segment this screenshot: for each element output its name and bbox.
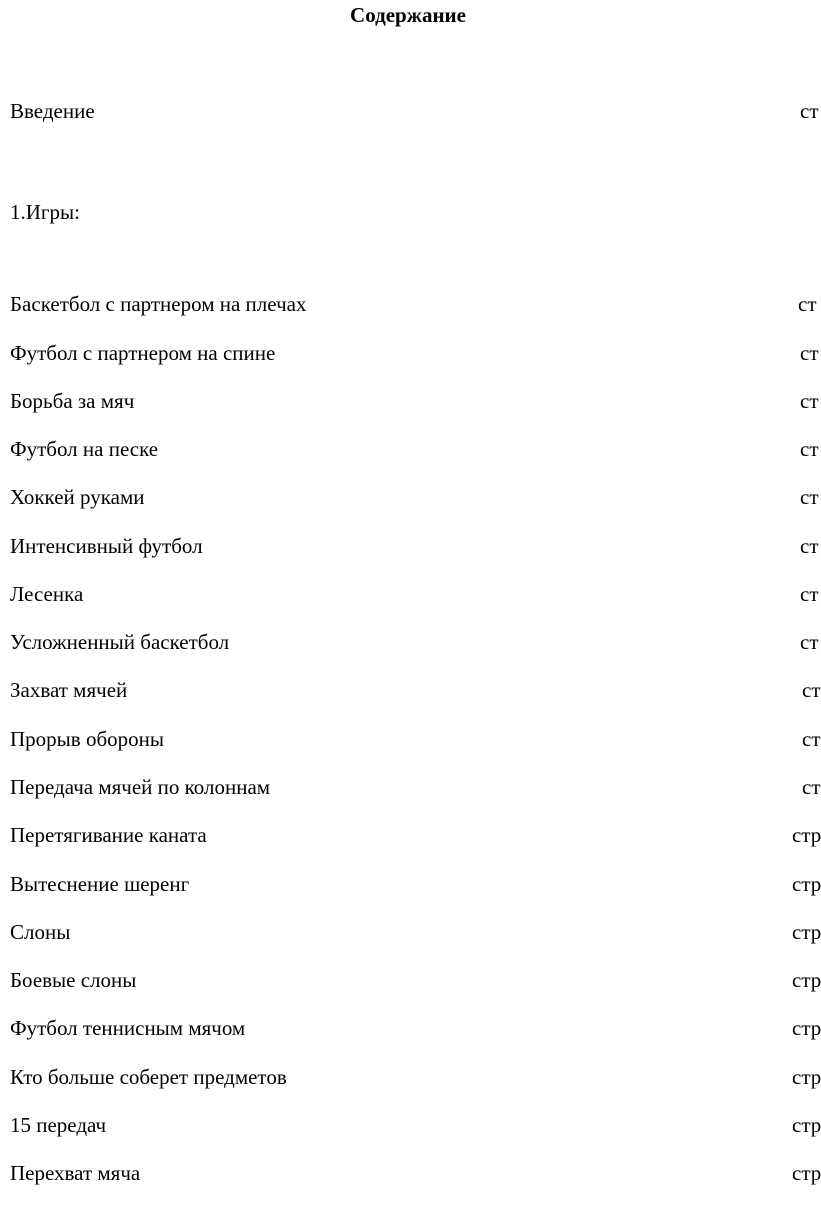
toc-entry-introduction: Введение bbox=[10, 99, 95, 123]
toc-page-label: ст bbox=[802, 727, 821, 751]
toc-page-label: ст bbox=[800, 582, 819, 606]
toc-entry: Баскетбол с партнером на плечах bbox=[10, 292, 307, 316]
toc-entry: 15 передач bbox=[10, 1113, 107, 1137]
toc-entry: Борьба за мяч bbox=[10, 389, 135, 413]
toc-page-label: ст bbox=[798, 292, 817, 316]
toc-page-label: ст bbox=[800, 99, 819, 123]
toc-page-label: ст bbox=[800, 485, 819, 509]
toc-page-label: ст bbox=[800, 389, 819, 413]
toc-entry: Усложненный баскетбол bbox=[10, 630, 230, 654]
toc-entry: Передача мячей по колоннам bbox=[10, 775, 271, 799]
toc-entry: Футбол теннисным мячом bbox=[10, 1016, 246, 1040]
toc-page-label: стр bbox=[792, 1113, 821, 1137]
toc-page-label: ст bbox=[802, 678, 821, 702]
toc-entry: Боевые слоны bbox=[10, 968, 137, 992]
toc-entry: Прорыв обороны bbox=[10, 727, 164, 751]
toc-page-label: стр bbox=[792, 872, 821, 896]
toc-page-label: стр bbox=[792, 1161, 821, 1185]
toc-entry: Перехват мяча bbox=[10, 1161, 141, 1185]
toc-page-label: стр bbox=[792, 920, 821, 944]
toc-entry: Перетягивание каната bbox=[10, 823, 207, 847]
toc-page-label: ст bbox=[802, 775, 821, 799]
toc-entry: Слоны bbox=[10, 920, 71, 944]
toc-entry: Лесенка bbox=[10, 582, 84, 606]
toc-page-label: ст bbox=[800, 534, 819, 558]
toc-page-label: стр bbox=[792, 823, 821, 847]
toc-entry: Футбол с партнером на спине bbox=[10, 341, 276, 365]
toc-page-label: ст bbox=[800, 341, 819, 365]
toc-section-heading: 1.Игры: bbox=[10, 200, 80, 224]
toc-entry: Захват мячей bbox=[10, 678, 128, 702]
toc-entry: Футбол на песке bbox=[10, 437, 159, 461]
page-title: Содержание bbox=[350, 3, 466, 27]
toc-page-label: стр bbox=[792, 1065, 821, 1089]
toc-entry: Кто больше соберет предметов bbox=[10, 1065, 287, 1089]
toc-page-label: стр bbox=[792, 1016, 821, 1040]
toc-entry: Хоккей руками bbox=[10, 485, 145, 509]
toc-page-label: стр bbox=[792, 968, 821, 992]
toc-page-label: ст bbox=[800, 437, 819, 461]
toc-entry: Интенсивный футбол bbox=[10, 534, 203, 558]
toc-entry: Вытеснение шеренг bbox=[10, 872, 190, 896]
toc-page-label: ст bbox=[800, 630, 819, 654]
